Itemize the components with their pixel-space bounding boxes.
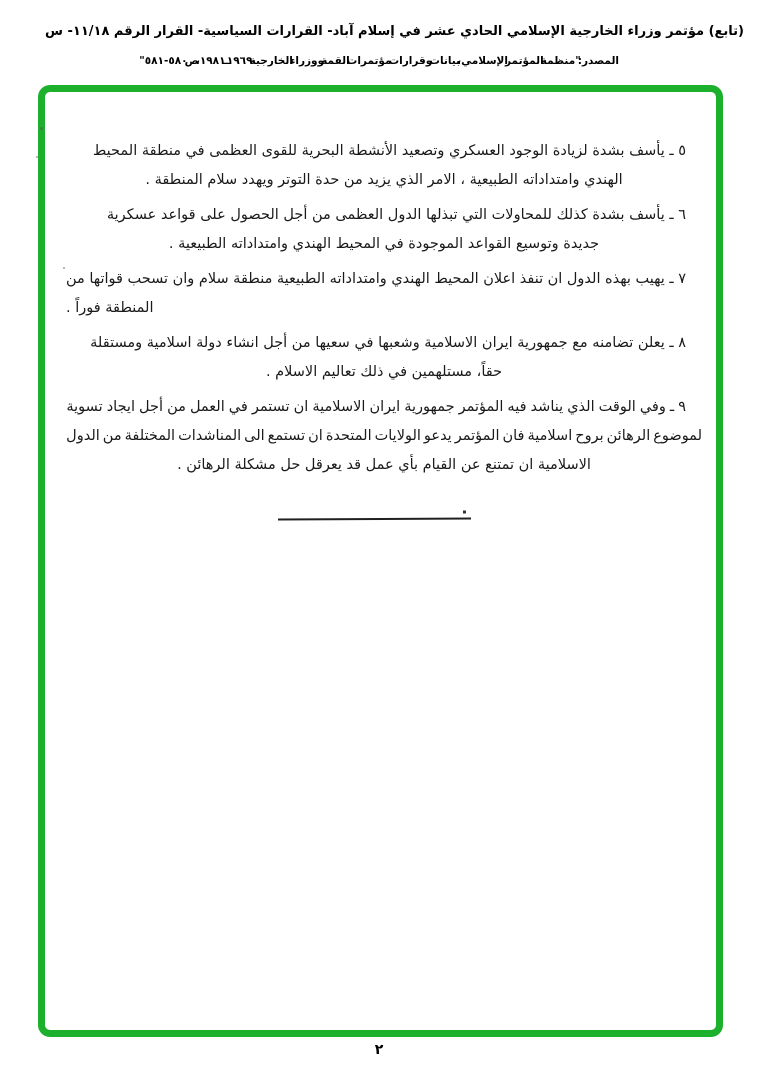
green-border-frame — [38, 85, 723, 1037]
paragraph-line: ٩ ـ وفي الوقت الذي يناشد فيه المؤتمر جمهورية ايران الاسلامية ان تستمر في العمل من أجل ايجاد تسوية — [66, 399, 686, 415]
paragraph-line: ٥ ـ يأسف بشدة لزيادة الوجود العسكري وتصعيد الأنشطة البحرية للقوى العظمى في منطقة المحيط — [92, 143, 686, 159]
scan-speck — [63, 267, 65, 269]
resolution-paragraphs — [66, 137, 702, 520]
paragraph-line: ٨ ـ يعلن تضامنه مع جمهورية ايران الاسلامية وشعبها في سعيها من أجل انشاء دولة اسلامية ومستقلة — [90, 335, 686, 351]
divider-end-dot — [462, 511, 465, 514]
resolution-paragraph — [66, 329, 702, 387]
paragraph-line: لموضوع الرهائن بروح اسلامية فان المؤتمر يدعو الولايات المتحدة ان تستمع الى المناشدات المختلفة من الدول — [66, 428, 702, 444]
paragraph-line: جديدة وتوسيع القواعد الموجودة في المحيط الهندي وامتداداته الطبيعية . — [168, 236, 600, 252]
paragraph-line: حقاً، مستلهمين في ذلك تعاليم الاسلام . — [265, 364, 503, 380]
document-source-line: المصدر: "منظمة المؤتمر الإسلامي، بيانات وقرارات مؤتمرات القمة ووزراء الخارجية ١٩٦٩ ــ ١٩٨١، ص ٥٨٠-٥٨١" — [139, 55, 619, 67]
resolution-paragraph — [66, 265, 702, 323]
paragraph-line: الهندي وامتداداته الطبيعية ، الامر الذي يزيد من حدة التوتر ويهدد سلام المنطقة . — [145, 172, 623, 188]
resolution-paragraph — [66, 393, 702, 480]
scan-speck — [36, 156, 38, 158]
resolution-paragraph — [66, 137, 702, 195]
paragraph-line: المنطقة فوراً . — [66, 300, 154, 316]
section-divider — [277, 517, 470, 520]
paragraph-line: ٧ ـ يهيب بهذه الدول ان تنفذ اعلان المحيط الهندي وامتداداته الطبيعية منطقة سلام وان تسحب قواتها من — [66, 271, 686, 287]
paragraph-line: الاسلامية ان تمتنع عن القيام بأي عمل قد يعرقل حل مشكلة الرهائن . — [177, 457, 591, 473]
resolution-paragraph — [66, 201, 702, 259]
document-title: (تابع) مؤتمر وزراء الخارجية الإسلامي الحادي عشر في إسلام آباد- القرارات السياسية- القرار الرقم ١١/١٨- س — [45, 24, 744, 39]
page-number: ٢ — [374, 1042, 384, 1058]
paragraph-line: ٦ ـ يأسف بشدة كذلك للمحاولات التي تبذلها الدول العظمى من أجل الحصول على قواعد عسكرية — [106, 207, 686, 223]
scan-speck — [40, 127, 43, 130]
